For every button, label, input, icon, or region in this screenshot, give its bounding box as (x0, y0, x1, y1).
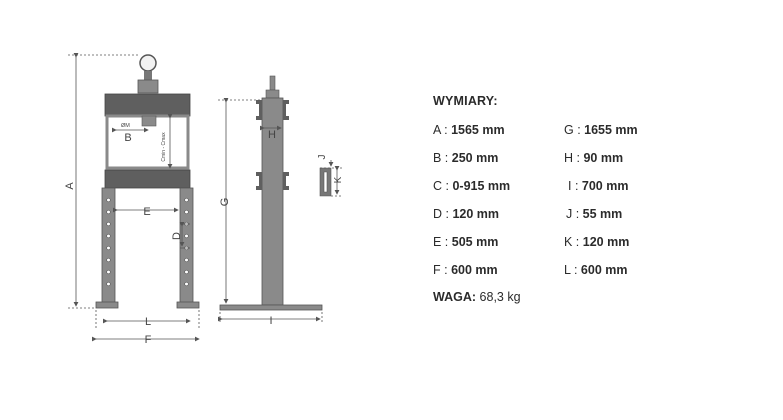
side-view (220, 76, 331, 310)
spec-row-G: G : 1655 mm (564, 123, 638, 137)
channel-detail (320, 168, 331, 196)
spec-row-E: E : 505 mm (433, 235, 499, 249)
spec-row-L: L : 600 mm (564, 263, 628, 277)
dim-label-F: F (144, 334, 152, 346)
weight-row (433, 290, 521, 304)
dim-label-stroke: Cmin - Cmax (161, 132, 167, 162)
dim-label-H: H (268, 129, 276, 141)
spec-row-K: K : 120 mm (564, 235, 630, 249)
spec-row-A: A : 1565 mm (433, 123, 505, 137)
dim-label-J: J (317, 154, 328, 160)
spec-row-B: B : 250 mm (433, 151, 499, 165)
dim-label-K: K (333, 176, 344, 184)
spec-row-F: F : 600 mm (433, 263, 498, 277)
weight-value: 68,3 kg (476, 290, 521, 304)
spec-row-D: D : 120 mm (433, 207, 500, 221)
side-base-plate (220, 305, 322, 310)
dim-label-D: D (171, 232, 183, 240)
dim-label-diameter: ØM (121, 123, 130, 129)
dim-label-I: I (269, 315, 273, 327)
dim-label-G: G (219, 197, 231, 207)
spec-row-I: I : 700 mm (568, 179, 629, 193)
spec-row-J: J : 55 mm (566, 207, 623, 221)
top-beam (105, 94, 190, 116)
dim-label-E: E (143, 206, 151, 218)
spec-row-H: H : 90 mm (564, 151, 624, 165)
specs-title: WYMIARY: (433, 94, 498, 108)
spec-row-C: C : 0-915 mm (433, 179, 511, 193)
dim-label-A: A (64, 182, 76, 190)
bed-beam (105, 170, 190, 188)
front-view (96, 55, 199, 308)
weight-label: WAGA: (433, 290, 477, 304)
dim-label-B: B (124, 132, 132, 144)
dim-label-L: L (144, 316, 152, 328)
pressure-gauge-icon (140, 55, 156, 71)
